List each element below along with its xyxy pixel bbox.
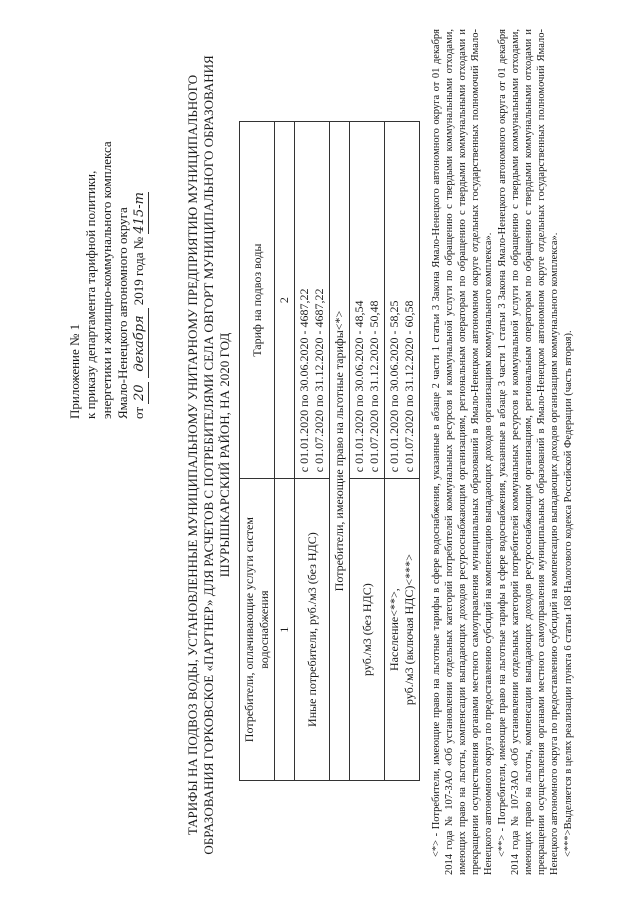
tariff-value: с 01.01.2020 по 30.06.2020 - 48,54 [352, 299, 366, 472]
row-values [350, 121, 385, 478]
row-label: руб./м3 (без НДС) [350, 478, 385, 780]
appendix-block [67, 29, 149, 419]
row-values [295, 121, 330, 478]
handwritten-month: декабря [132, 308, 149, 378]
document-landscape [15, 13, 625, 893]
row-label [385, 478, 420, 780]
year-label: 2019 года № [131, 236, 146, 305]
table-header-row [240, 121, 275, 780]
row-label-line: Население<**>, [387, 587, 401, 671]
index-cell: 1 [275, 478, 295, 780]
tariff-value: с 01.01.2020 по 30.06.2020 - 4687,22 [297, 287, 311, 472]
appendix-line: Ямало-Ненецкого автономного округа [115, 206, 130, 419]
appendix-line: энергетики и жилищно-коммунального комплекса [99, 140, 114, 419]
header-tariff: Тариф на подвоз воды [240, 121, 275, 478]
tariff-value: с 01.07.2020 по 31.12.2020 - 50,48 [367, 299, 381, 472]
footnote: <**> - Потребители, имеющие право на льготные тарифы в сфере водоснабжения, указанные в абзаце 3 части 1 статьи 3 Закона Ямало-Ненецкого автономного округа от 01 декабря 2014 года № 107-ЗАО «Об установлении отдельных категорий потребителей коммунальных ресурсов и коммунальной услуги по обращению с твердыми коммунальными отходами, имеющих право на льготы, компенсации выпадающих доходов ресурсоснабжающим организациям, региональным операторам по обращению с твердыми коммунальными отходами и прекращении осуществления органами местного самоуправления муниципальных образований в Ямало-Ненецком автономном округе отдельных государственных полномочий Ямало-Ненецкого автономного округа по предоставлению субсидий на компенсацию выпадающих доходов организациям коммунального комплекса». [497, 28, 560, 875]
row-label: Иные потребители, руб./м3 (без НДС) [295, 478, 330, 780]
table-row [350, 121, 385, 780]
from-label: от [131, 406, 146, 419]
table-index-row [275, 121, 295, 780]
table-row [385, 121, 420, 780]
table-row [295, 121, 330, 780]
row-values [385, 121, 420, 478]
appendix-date-line [131, 29, 149, 419]
index-cell: 2 [275, 121, 295, 478]
table-section-row [330, 121, 350, 780]
tariff-value: с 01.07.2020 по 31.12.2020 - 4687,22 [312, 287, 326, 472]
tariff-value: с 01.01.2020 по 30.06.2020 - 58,25 [387, 299, 401, 472]
footnote: <*> - Потребители, имеющие право на льготные тарифы в сфере водоснабжения, указанные в абзаце 2 части 1 статьи 3 Закона Ямало-Ненецкого автономного округа от 01 декабря 2014 года № 107-ЗАО «Об установлении отдельных категорий потребителей коммунальных ресурсов и коммунальной услуги по обращению с твердыми коммунальными отходами, имеющих право на льготы, компенсации выпадающих доходов ресурсоснабжающим организациям, региональным операторам по обращению с твердыми коммунальными отходами и прекращении осуществления органами местного самоуправления муниципальных образований в Ямало-Ненецком автономном округе отдельных государственных полномочий Ямало-Ненецкого автономного округа по предоставлению субсидий на компенсацию выпадающих доходов организациям коммунального комплекса». [431, 28, 494, 875]
header-consumers: Потребители, оплачивающие услуги систем водоснабжения [240, 478, 275, 780]
row-label-line: руб./м3 (включая НДС)<***> [402, 553, 416, 705]
appendix-title: Приложение № 1 [67, 323, 82, 419]
footnote: <***>Выделяется в целях реализации пункта 6 статьи 168 Налогового кодекса Российской Федерации (часть вторая). [563, 329, 574, 857]
tariff-table [239, 121, 420, 781]
appendix-line: к приказу департамента тарифной политики, [83, 170, 98, 419]
handwritten-number: 415-т [132, 191, 147, 234]
section-label: Потребители, имеющие право на льготные тарифы<*> [330, 121, 350, 780]
tariff-value: с 01.07.2020 по 31.12.2020 - 60,58 [402, 299, 416, 472]
document-title: ТАРИФЫ НА ПОДВОЗ ВОДЫ, УСТАНОВЛЕННЫЕ МУНИЦИПАЛЬНОМУ УНИТАРНОМУ ПРЕДПРИЯТИЮ МУНИЦИПАЛЬНОГО ОБРАЗОВАНИЯ ГОРКОВСКОЕ «ПАРТНЕР» ДЛЯ РАСЧЕТОВ С ПОТРЕБИТЕЛЯМИ СЕЛА ОВГОРТ МУНИЦИПАЛЬНОГО ОБРАЗОВАНИЯ ШУРЫШКАРСКИЙ РАЙОН, НА 2020 ГОД [185, 54, 232, 855]
handwritten-day: 20 [132, 381, 149, 403]
footnotes [430, 29, 576, 875]
